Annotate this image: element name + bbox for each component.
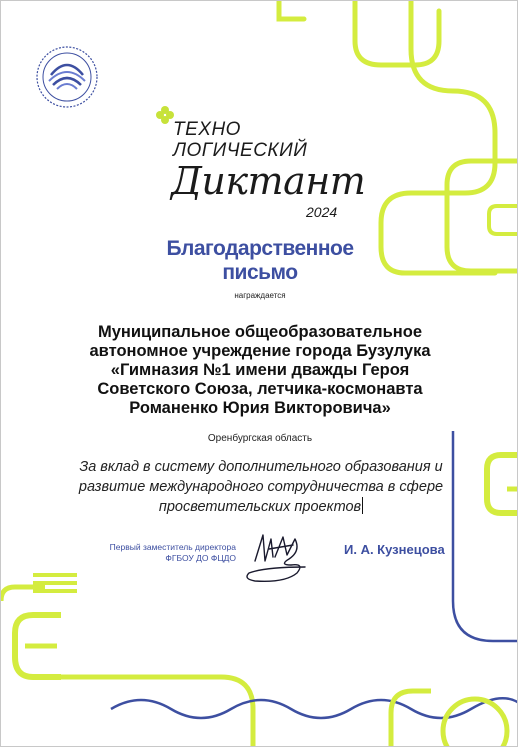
signature-image (235, 521, 335, 596)
deco-top-hook (279, 1, 304, 19)
reason-line-last (41, 497, 481, 517)
organization-line: автономное учреждение города Бузулука (89, 342, 431, 360)
dictation-line-3: Диктант (171, 159, 366, 203)
organization-line: «Гимназия №1 имени дважды Героя (110, 361, 410, 379)
organization-line: Советского Союза, летчика-космонавта (97, 380, 423, 398)
deco-right-inner (489, 206, 518, 234)
deco-right-loop (381, 1, 495, 273)
text-cursor (362, 497, 363, 514)
reason-text[interactable] (41, 457, 481, 517)
dictation-logo (151, 101, 371, 231)
dictation-line-1: ТЕХНО (173, 119, 241, 140)
dictation-line-2: ЛОГИЧЕСКИЙ (173, 140, 308, 161)
deco-bottom-lime (61, 677, 253, 747)
title-line-2: письмо (222, 261, 298, 284)
reason-line: развитие международного сотрудничества в сфере (78, 479, 444, 495)
deco-lime-circle (443, 699, 507, 747)
deco-left-hook (1, 587, 45, 601)
signer-position-line-1: Первый заместитель директора (109, 542, 236, 552)
region-text: Оренбургская область (207, 433, 313, 444)
organization-name (31, 323, 489, 418)
signer-name: И. А. Кузнецова (344, 542, 445, 557)
deco-lime-corner (391, 691, 431, 747)
title-line-1: Благодарственное (166, 237, 354, 260)
signer-position-line-2: ФГБОУ ДО ФЦДО (165, 553, 236, 563)
signer-position (61, 542, 236, 564)
emblem-logo (35, 45, 99, 109)
awarded-text: награждается (234, 291, 286, 300)
reason-line: просветительских проектов (158, 499, 362, 515)
deco-top-curve (355, 1, 439, 65)
organization-line: Муниципальное общеобразовательное (97, 323, 423, 341)
reason-line: За вклад в систему дополнительного образования и (79, 459, 443, 475)
deco-blue-wave (111, 698, 518, 718)
clover-icon (155, 105, 175, 125)
deco-right-e (487, 455, 518, 513)
deco-left-e (15, 615, 61, 677)
dictation-year: 2024 (306, 204, 338, 220)
organization-line: Романенко Юрия Викторовича» (129, 399, 391, 417)
